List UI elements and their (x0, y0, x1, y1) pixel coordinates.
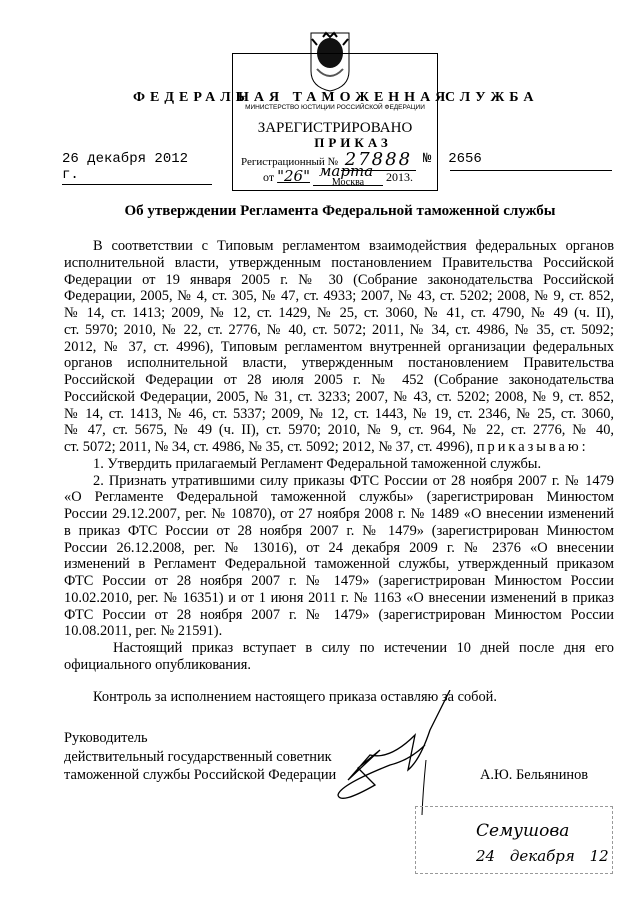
number-label: № (423, 151, 432, 167)
text-line: № 47, ст. 5675, № 49 (ч. II), ст. 5970; 2010, № 9, ст. 964, № 22, ст. 2776, № 40, (64, 422, 614, 439)
text-line: № 14, ст. 1413; 2009, № 12, ст. 1429, № 25, ст. 3060, № 41, ст. 4790, № 49 (ч. II), (64, 305, 614, 321)
text-line: органов исполнительной власти, утвержденным постановлением Правительства (64, 355, 614, 372)
stamp-ministry: МИНИСТЕРСТВО ЮСТИЦИИ РОССИЙСКОЙ ФЕДЕРАЦИИ (245, 104, 425, 111)
text-line: Российской Федерации от 28 июля 2005 г. № 452 (Собрание законодательства (64, 372, 614, 388)
text-line: Российской Федерации, 2005, № 31, ст. 3233; 2007, № 43, ст. 5202; 2008, № 9, ст. 852, (64, 388, 614, 405)
text-line (64, 439, 614, 456)
order-word: приказываю: (476, 439, 589, 455)
text-line: Федерации, 2005, № 4, ст. 305, № 47, ст. 4933; 2007, № 43, ст. 5202; 2008, № 9, ст. 852, (64, 288, 614, 305)
text-line: изменений в Регламент Федеральной таможенной службы, утвержденный приказом (64, 556, 614, 573)
stamp-registered: ЗАРЕГИСТРИРОВАНО (257, 120, 413, 136)
reg-day: "26" (277, 167, 310, 185)
text-line: ФТС России от 28 ноября 2007 г. № 1479» (зарегистрирован Минюстом России (64, 573, 614, 589)
text-line: В соответствии с Типовым регламентом взаимодействия федеральных органов (93, 238, 614, 254)
position-line: Руководитель (64, 730, 148, 746)
reg-city: Москва (331, 177, 365, 188)
control-clause: Контроль за исполнением настоящего приказа оставляю за собой. (93, 689, 497, 705)
text-line: 2012, № 37, ст. 4996), Типовым регламентом внутренней организации федеральных (64, 338, 614, 355)
org-name-part1: ФЕДЕРАЛЬ (133, 90, 250, 105)
number-underline (450, 170, 612, 171)
text-line: России 26.12.2008, рег. № 13016), от 24 декабря 2009 г. № 2376 «О внесении (64, 539, 614, 556)
text-line: в приказ ФТС России от 28 ноября 2007 г. № 1479» (зарегистрирован Минюстом (64, 522, 614, 539)
number-value: 2656 (448, 151, 482, 167)
text-line: ФТС России от 28 ноября 2007 г. № 1479» (зарегистрирован Минюстом России (64, 606, 614, 623)
document-number (423, 151, 482, 167)
reg-year: 2013. (385, 170, 413, 184)
text-line: ст. 5970; 2010, № 22, ст. 2776, № 40, ст. 5072; 2011, № 34, ст. 4986, № 35, ст. 5092; (64, 321, 614, 338)
org-name-part2: НАЯ ТАМОЖЕННАЯ (238, 90, 451, 105)
order-item-1: 1. Утвердить прилагаемый Регламент Федеральной таможенной службы. (93, 455, 542, 472)
text-fragment: ст. 5072; 2011, № 34, ст. 4986, № 35, ст. 5092; 2012, № 37, ст. 4996), (64, 439, 474, 455)
handwritten-date: 24 декабря 12 (476, 847, 609, 865)
text-line: исполнительной власти, утвержденным постановлением Правительства Российской (64, 254, 614, 271)
reg-number: 27888 (341, 149, 416, 171)
org-name-part3: СЛУЖБА (445, 90, 539, 105)
position-line: таможенной службы Российской Федерации (64, 767, 337, 783)
signatory-name: А.Ю. Бельянинов (480, 767, 589, 783)
document-date: 26 декабря 2012 г. (62, 151, 212, 185)
stamp-date-line (263, 162, 467, 188)
document-title: Об утверждении Регламента Федеральной таможенной службы (124, 203, 556, 219)
position-line: действительный государственный советник (64, 749, 332, 765)
handwritten-signer: Семушова (476, 821, 570, 841)
text-line: № 14, ст. 1413, № 46, ст. 5337; 2009, № 12, ст. 1443, № 19, ст. 2346, № 25, ст. 3060, (64, 405, 614, 422)
text-line: официального опубликования. (64, 656, 251, 673)
registration-stamp (232, 53, 438, 191)
reg-month: марта (318, 162, 374, 180)
reg-label: Регистрационный № (241, 156, 339, 168)
text-line: «О Регламенте Федеральной таможенной службы» (зарегистрирован Минюстом (64, 489, 614, 506)
text-line: Настоящий приказ вступает в силу по истечении 10 дней после дня его (113, 640, 614, 656)
text-line: России 29.12.2007, рег. № 10870), от 27 ноября 2008 г. № 1489 «О внесении изменений (64, 506, 614, 522)
text-line: 10.02.2010, рег. № 16351) и от 1 июня 2011 г. № 1163 «О внесении изменений в приказ (64, 589, 614, 606)
from-label: от (263, 170, 275, 184)
copy-certification-stamp (415, 806, 613, 874)
handwritten-signature (330, 690, 470, 825)
text-line: Федерации от 19 января 2005 г. № 30 (Собрание законодательства Российской (64, 271, 614, 288)
text-line: 10.08.2011, рег. № 21591). (64, 623, 223, 640)
text-line: 2. Признать утратившими силу приказы ФТС России от 28 ноября 2007 г. № 1479 (93, 472, 614, 489)
stamp-doc-type: ПРИКАЗ (314, 135, 392, 150)
